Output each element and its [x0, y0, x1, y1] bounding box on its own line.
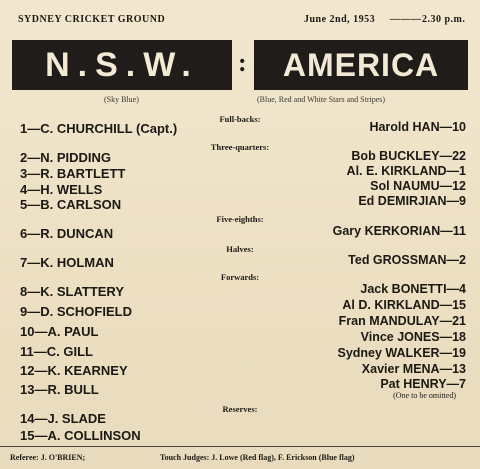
home-player: 7—K. HOLMAN	[20, 255, 114, 270]
home-player: 2—N. PIDDING	[20, 150, 112, 165]
kickoff-time: 2.30 p.m.	[422, 14, 466, 25]
home-player: 11—C. GILL	[20, 344, 93, 359]
home-player: 13—R. BULL	[20, 382, 99, 397]
footer-rule	[0, 446, 480, 447]
away-player: Fran MANDULAY—21	[338, 314, 466, 328]
away-player: Harold HAN—10	[369, 120, 466, 134]
heading-reserves: Reserves:	[222, 404, 258, 414]
home-player: 4—H. WELLS	[20, 182, 103, 197]
away-team-name: AMERICA	[282, 46, 440, 83]
venue: SYDNEY CRICKET GROUND	[18, 14, 166, 25]
away-team-colors: (Blue, Red and White Stars and Stripes)	[257, 95, 386, 104]
home-player: 12—K. KEARNEY	[20, 363, 128, 378]
home-player: 14—J. SLADE	[20, 411, 106, 426]
touch-judges: Touch Judges: J. Lowe (Red flag), F. Erickson (Blue flag)	[160, 453, 355, 462]
away-player: Xavier MENA—13	[361, 362, 466, 376]
home-player: 8—K. SLATTERY	[20, 284, 125, 299]
home-team-banner	[12, 40, 232, 90]
away-team-banner	[254, 40, 468, 90]
referee: Referee: J. O'BRIEN;	[10, 453, 86, 462]
away-player: Gary KERKORIAN—11	[332, 224, 466, 238]
team-separator: :	[238, 48, 247, 77]
match-date: June 2nd, 1953	[304, 14, 376, 25]
home-player: 1—C. CHURCHILL (Capt.)	[20, 121, 178, 136]
home-player: 6—R. DUNCAN	[20, 226, 114, 241]
home-team-colors: (Sky Blue)	[104, 95, 139, 104]
heading-threequarters: Three-quarters:	[210, 142, 270, 152]
heading-fullbacks: Full-backs:	[219, 114, 261, 124]
home-player: 15—A. COLLINSON	[20, 428, 141, 443]
home-team-name: N.S.W.	[45, 45, 199, 84]
home-player: 3—R. BARTLETT	[20, 166, 126, 181]
heading-fiveeighths: Five-eighths:	[216, 214, 264, 224]
away-player: Jack BONETTI—4	[360, 282, 466, 296]
away-player: Ted GROSSMAN—2	[348, 253, 466, 267]
header-dash: ———	[390, 14, 422, 25]
away-player: Pat HENRY—7	[380, 377, 466, 391]
away-player: Al D. KIRKLAND—15	[342, 298, 466, 312]
heading-forwards: Forwards:	[220, 272, 260, 282]
home-player: 9—D. SCHOFIELD	[20, 304, 132, 319]
home-player: 10—A. PAUL	[20, 324, 99, 339]
home-player: 5—B. CARLSON	[20, 197, 122, 212]
away-player: Vince JONES—18	[360, 330, 466, 344]
away-player: Ed DEMIRJIAN—9	[358, 194, 466, 208]
omit-note: (One to be omitted)	[393, 391, 456, 400]
away-player: Sol NAUMU—12	[370, 179, 466, 193]
away-player: Al. E. KIRKLAND—1	[346, 164, 466, 178]
away-player: Bob BUCKLEY—22	[351, 149, 466, 163]
heading-halves: Halves:	[226, 244, 254, 254]
away-player: Sydney WALKER—19	[337, 346, 466, 360]
